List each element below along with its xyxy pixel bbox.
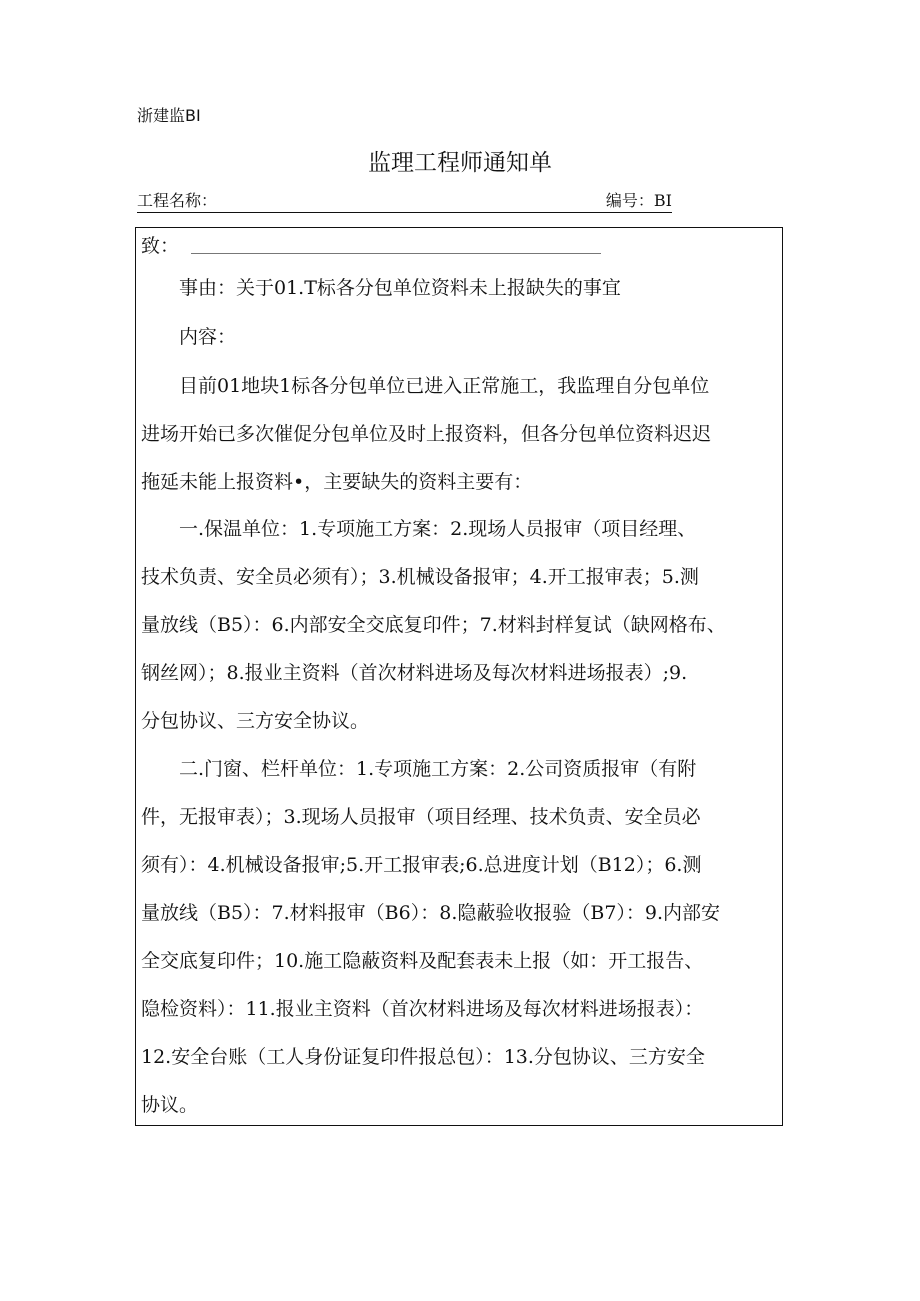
item-one-line: 量放线（B5）：6.内部安全交底复印件；7.材料封样复试（缺网格布、 — [141, 614, 726, 636]
document-number-label: 编号： — [605, 191, 654, 210]
item-two-line: 隐检资料）：11.报业主资料（首次材料进场及每次材料进场报表）： — [141, 998, 704, 1020]
item-two-line: 协议。 — [141, 1094, 199, 1116]
item-one-line: 技术负责、安全员必须有）；3.机械设备报审；4.开工报审表；5.测 — [141, 566, 699, 588]
item-one-line: 钢丝网）；8.报业主资料（首次材料进场及每次材料进场报表）;9. — [141, 662, 688, 684]
content-label: 内容： — [179, 326, 237, 348]
notice-content-box — [135, 227, 783, 1126]
body-line: 进场开始已多次催促分包单位及时上报资料，但各分包单位资料迟迟 — [141, 423, 712, 445]
item-one-line: 一.保温单位：1.专项施工方案：2.现场人员报审（项目经理、 — [179, 518, 697, 540]
item-two-line: 全交底复印件；10.施工隐蔽资料及配套表未上报（如：开工报告、 — [141, 950, 704, 972]
document-number — [606, 191, 672, 211]
item-one-line: 分包协议、三方安全协议。 — [141, 710, 370, 732]
item-two-line: 12.安全台账（工人身份证复印件报总包）：13.分包协议、三方安全 — [141, 1046, 705, 1068]
document-number-value: BI — [653, 191, 672, 210]
item-two-line: 件，无报审表）；3.现场人员报审（项目经理、技术负责、安全员必 — [141, 806, 701, 828]
item-two-line: 量放线（B5）：7.材料报审（B6）：8.隐蔽验收报验（B7）：9.内部安 — [141, 902, 721, 924]
project-meta-row — [137, 190, 672, 213]
insulation-unit-missing-items — [141, 505, 782, 745]
item-two-line: 二.门窗、栏杆单位：1.专项施工方案：2.公司资质报审（有附 — [179, 758, 697, 780]
item-two-line: 须有）：4.机械设备报审;5.开工报审表;6.总进度计划（B12）；6.测 — [141, 854, 702, 876]
body-line: 拖延未能上报资料•，主要缺失的资料主要有： — [141, 471, 533, 493]
recipient-underline — [191, 253, 601, 254]
window-railing-unit-missing-items — [141, 745, 782, 1129]
recipient-label: 致： — [141, 235, 180, 257]
project-name-label: 工程名称： — [137, 191, 218, 210]
body-line: 目前01地块1标各分包单位已进入正常施工，我监理自分包单位 — [179, 375, 710, 397]
notice-body-paragraph — [141, 362, 782, 506]
subject-line: 事由：关于01.T标各分包单位资料未上报缺失的事宜 — [179, 277, 621, 299]
document-title: 监理工程师通知单 — [368, 150, 552, 176]
form-code: 浙建监BI — [137, 106, 201, 125]
